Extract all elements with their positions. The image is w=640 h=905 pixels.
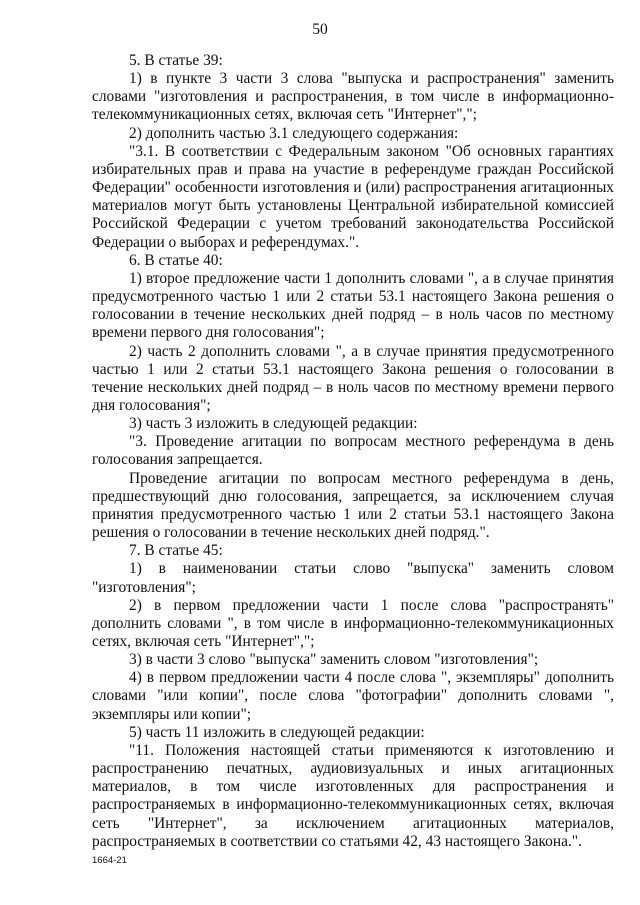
paragraph: "11. Положения настоящей статьи применяются к изготовлению и распространению печатных, аудиовизуальных и иных агитационных материалов, в том числе изготовленных для распространения и распространяемых в информационно-телекоммуникационных сетях, включая сеть "Интернет", за исключением агитационных материалов, распространяемых в соответствии со статьями 42, 43 настоящего Закона.". xyxy=(92,741,614,850)
document-body xyxy=(92,52,614,851)
paragraph: "3. Проведение агитации по вопросам местного референдума в день голосования запрещается. xyxy=(92,433,614,469)
paragraph: 5. В статье 39: xyxy=(129,52,223,69)
paragraph: 2) часть 2 дополнить словами ", а в случае принятия предусмотренного частью 1 или 2 статьи 53.1 настоящего Закона решения о голосовании в течение нескольких дней подряд – в ноль часов по местному времени первого дня голосования"; xyxy=(92,342,614,414)
page-number: 50 xyxy=(312,21,328,38)
paragraph: 5) часть 11 изложить в следующей редакции: xyxy=(129,723,425,741)
paragraph: 7. В статье 45: xyxy=(129,542,223,560)
paragraph: 1) в наименовании статьи слово "выпуска" заменить словом "изготовления"; xyxy=(92,560,614,596)
paragraph: 1) второе предложение части 1 дополнить словами ", а в случае принятия предусмотренного частью 1 или 2 статьи 53.1 настоящего Закона решения о голосовании в течение нескольких дней подряд – в ноль часов по местному времени первого дня голосования"; xyxy=(92,269,614,342)
paragraph: "3.1. В соответствии с Федеральным законом "Об основных гарантиях избирательных прав и права на участие в референдуме граждан Российской Федерации" особенности изготовления и (или) распространения агитационных материалов могут быть установлены Центральной избирательной комиссией Российской Федерации с учетом требований законодательства Российской Федерации о выборах и референдумах.". xyxy=(92,142,614,251)
paragraph: 2) дополнить частью 3.1 следующего содержания: xyxy=(129,124,459,142)
paragraph: 2) в первом предложении части 1 после слова "распространять" дополнить словами ", в том числе в информационно-телекоммуникационных сетях, включая сеть "Интернет","; xyxy=(92,596,614,650)
paragraph: 4) в первом предложении части 4 после слова ", экземпляры" дополнить словами "или копии", после слова "фотографии" дополнить словами ", экземпляры или копии"; xyxy=(92,669,614,723)
paragraph: 3) часть 3 изложить в следующей редакции: xyxy=(129,415,418,433)
document-code: 1664-21 xyxy=(92,855,127,866)
paragraph: 3) в части 3 слово "выпуска" заменить словом "изготовления"; xyxy=(129,651,539,669)
paragraph: Проведение агитации по вопросам местного референдума в день, предшествующий дню голосования, запрещается, за исключением случая принятия предусмотренного частью 1 или 2 статьи 53.1 настоящего Закона решения о голосовании в течение нескольких дней подряд.". xyxy=(92,469,614,542)
paragraph: 6. В статье 40: xyxy=(129,251,223,269)
paragraph: 1) в пункте 3 части 3 слова "выпуска и распространения" заменить словами "изготовления и распространения, в том числе в информационно-телекоммуникационных сетях, включая сеть "Интернет","; xyxy=(92,70,614,124)
